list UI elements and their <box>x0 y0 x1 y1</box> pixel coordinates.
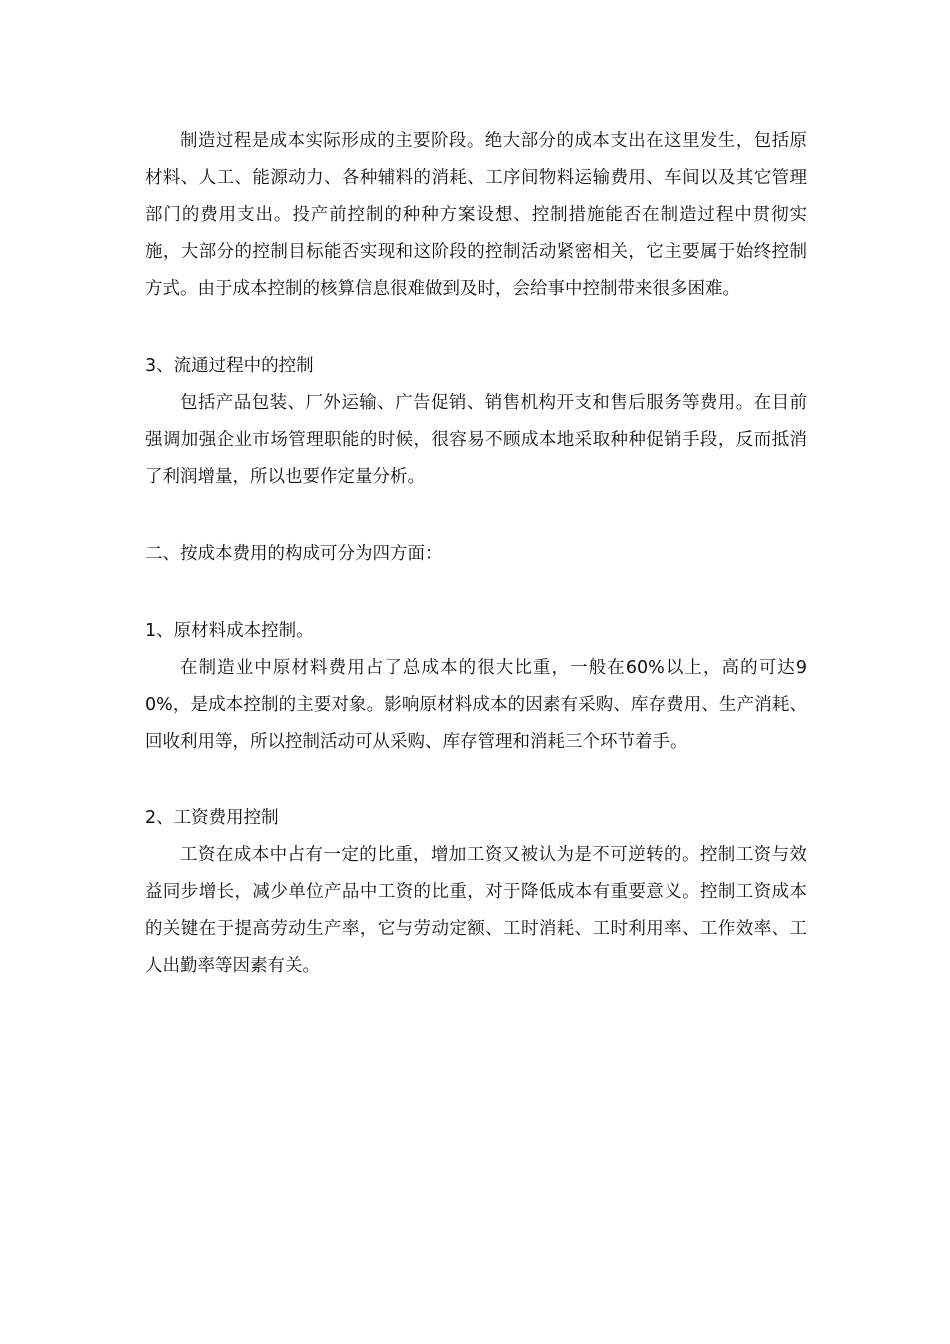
paragraph-manufacturing-process: 制造过程是成本实际形成的主要阶段。绝大部分的成本支出在这里发生，包括原材料、人工、能源动力、各种辅料的消耗、工序间物料运输费用、车间以及其它管理部门的费用支出。投产前控制的种种方案设想、控制措施能否在制造过程中贯彻实施，大部分的控制目标能否实现和这阶段的控制活动紧密相关，它主要属于始终控制方式。由于成本控制的核算信息很难做到及时，会给事中控制带来很多困难。 <box>145 131 807 299</box>
spacer <box>145 761 807 800</box>
paragraph-circulation-costs: 包括产品包装、厂外运输、广告促销、销售机构开支和售后服务等费用。在目前强调加强企业市场管理职能的时候，很容易不顾成本地采取种种促销手段，反而抵消了利润增量，所以也要作定量分析。 <box>145 393 807 487</box>
spacer <box>145 308 807 348</box>
document-body <box>145 123 807 985</box>
spacer <box>145 573 807 613</box>
spacer <box>145 496 807 536</box>
heading-material-cost-control: 1、原材料成本控制。 <box>145 621 314 641</box>
heading-cost-composition: 二、按成本费用的构成可分为四方面： <box>145 544 443 564</box>
heading-circulation-control: 3、流通过程中的控制 <box>145 356 314 376</box>
paragraph-material-cost: 在制造业中原材料费用占了总成本的很大比重，一般在60%以上，高的可达90%，是成本控制的主要对象。影响原材料成本的因素有采购、库存费用、生产消耗、回收利用等，所以控制活动可从采购、库存管理和消耗三个环节着手。 <box>145 658 807 752</box>
heading-wage-cost-control: 2、工资费用控制 <box>145 808 279 828</box>
paragraph-wage-cost: 工资在成本中占有一定的比重，增加工资又被认为是不可逆转的。控制工资与效益同步增长，减少单位产品中工资的比重，对于降低成本有重要意义。控制工资成本的关键在于提高劳动生产率，它与劳动定额、工时消耗、工时利用率、工作效率、工人出勤率等因素有关。 <box>145 845 807 976</box>
